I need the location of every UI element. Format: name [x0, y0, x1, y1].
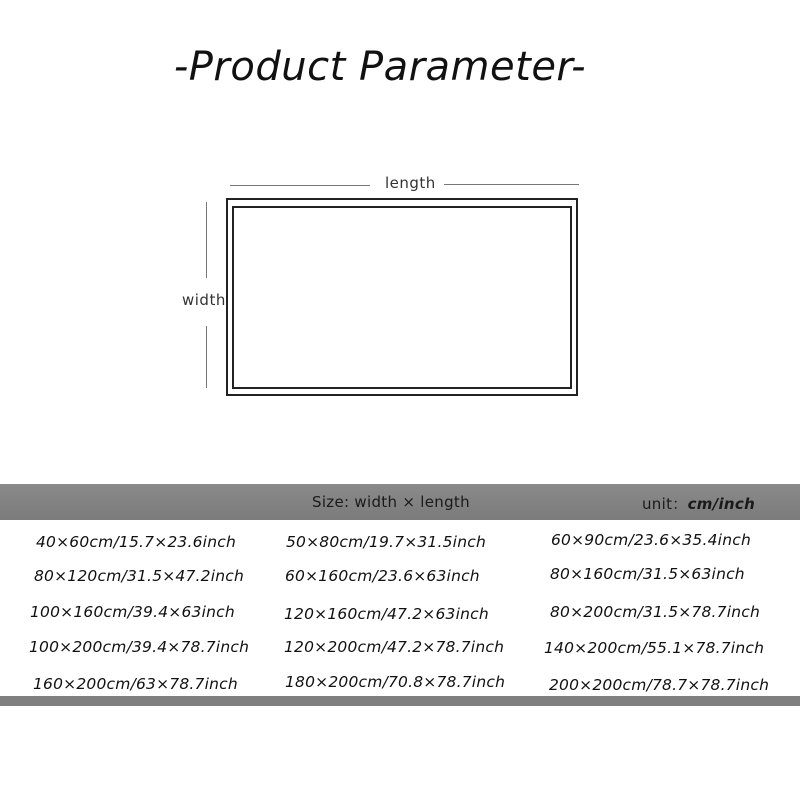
width-line-top — [206, 202, 207, 278]
size-header-band — [0, 484, 800, 520]
size-header-label: Size: width × length — [312, 493, 470, 511]
size-cell: 100×200cm/39.4×78.7inch — [29, 638, 250, 656]
size-cell: 60×90cm/23.6×35.4inch — [551, 531, 751, 549]
size-cell: 100×160cm/39.4×63inch — [30, 603, 235, 621]
size-cell: 50×80cm/19.7×31.5inch — [286, 533, 486, 551]
size-cell: 80×160cm/31.5×63inch — [550, 565, 745, 583]
size-cell: 60×160cm/23.6×63inch — [285, 567, 480, 585]
unit-prefix: unit： — [642, 495, 688, 513]
size-cell: 80×200cm/31.5×78.7inch — [550, 603, 761, 621]
unit-header — [642, 493, 755, 514]
width-line-bottom — [206, 326, 207, 388]
length-line-right — [444, 184, 579, 185]
width-label: width — [182, 291, 226, 309]
length-line-left — [230, 185, 370, 186]
size-cell: 120×200cm/47.2×78.7inch — [284, 638, 505, 656]
inner-rectangle — [232, 206, 572, 389]
size-cell: 160×200cm/63×78.7inch — [33, 675, 238, 693]
size-cell: 80×120cm/31.5×47.2inch — [34, 567, 245, 585]
size-cell: 200×200cm/78.7×78.7inch — [549, 676, 770, 694]
size-cell: 140×200cm/55.1×78.7inch — [544, 639, 765, 657]
size-cell: 180×200cm/70.8×78.7inch — [285, 673, 506, 691]
page-title: -Product Parameter- — [173, 44, 587, 90]
unit-value: cm/inch — [687, 495, 756, 513]
length-label: length — [385, 174, 436, 192]
size-table — [0, 528, 800, 698]
size-cell: 120×160cm/47.2×63inch — [284, 605, 489, 623]
size-footer-band — [0, 696, 800, 706]
size-cell: 40×60cm/15.7×23.6inch — [36, 533, 236, 551]
